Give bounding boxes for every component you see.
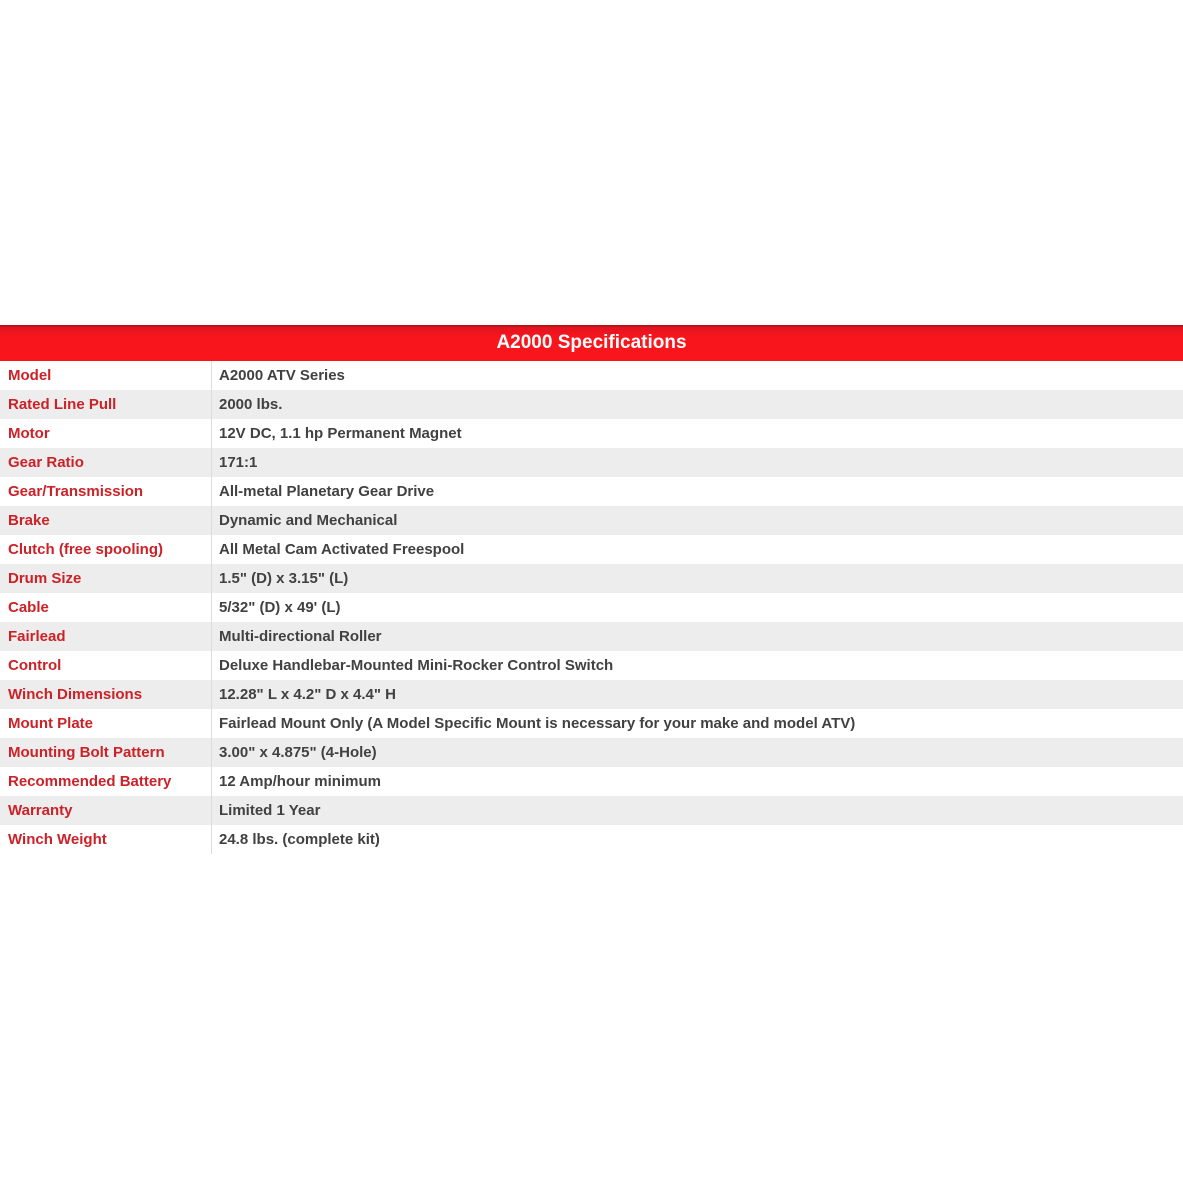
table-row xyxy=(0,593,1183,622)
spec-label: Warranty xyxy=(0,796,212,825)
spec-table-title: A2000 Specifications xyxy=(0,325,1183,361)
spec-value: Limited 1 Year xyxy=(219,802,321,819)
table-row xyxy=(0,506,1183,535)
table-row xyxy=(0,796,1183,825)
table-row xyxy=(0,738,1183,767)
spec-label: Gear/Transmission xyxy=(0,477,212,506)
spec-label: Fairlead xyxy=(0,622,212,651)
table-row xyxy=(0,564,1183,593)
specifications-table xyxy=(0,325,1183,854)
spec-value: 171:1 xyxy=(219,454,258,471)
table-row xyxy=(0,419,1183,448)
spec-table-body xyxy=(0,361,1183,854)
table-row xyxy=(0,709,1183,738)
table-row xyxy=(0,448,1183,477)
table-row xyxy=(0,477,1183,506)
table-row xyxy=(0,361,1183,390)
table-row xyxy=(0,651,1183,680)
spec-label: Rated Line Pull xyxy=(0,390,212,419)
table-row xyxy=(0,825,1183,854)
spec-value: 12 Amp/hour minimum xyxy=(219,773,381,790)
spec-label: Winch Weight xyxy=(0,825,212,854)
table-row xyxy=(0,390,1183,419)
spec-label: Motor xyxy=(0,419,212,448)
spec-label: Mount Plate xyxy=(0,709,212,738)
table-row xyxy=(0,622,1183,651)
spec-label: Model xyxy=(0,361,212,390)
spec-value: 2000 lbs. xyxy=(219,396,283,413)
spec-value: 1.5" (D) x 3.15" (L) xyxy=(219,570,349,587)
spec-label: Control xyxy=(0,651,212,680)
spec-value: A2000 ATV Series xyxy=(219,367,345,384)
spec-value: 12V DC, 1.1 hp Permanent Magnet xyxy=(219,425,462,442)
table-row xyxy=(0,767,1183,796)
table-row xyxy=(0,680,1183,709)
spec-label: Brake xyxy=(0,506,212,535)
spec-value: All Metal Cam Activated Freespool xyxy=(219,541,465,558)
spec-value: 12.28" L x 4.2" D x 4.4" H xyxy=(219,686,396,703)
spec-label: Gear Ratio xyxy=(0,448,212,477)
spec-value: All-metal Planetary Gear Drive xyxy=(219,483,435,500)
spec-value: Deluxe Handlebar-Mounted Mini-Rocker Control Switch xyxy=(219,657,614,674)
spec-label: Drum Size xyxy=(0,564,212,593)
spec-value: 24.8 lbs. (complete kit) xyxy=(219,831,380,848)
spec-label: Recommended Battery xyxy=(0,767,212,796)
spec-value: Dynamic and Mechanical xyxy=(219,512,398,529)
spec-value: 5/32" (D) x 49' (L) xyxy=(219,599,341,616)
spec-value: Fairlead Mount Only (A Model Specific Mount is necessary for your make and model ATV) xyxy=(219,715,856,732)
spec-value: Multi-directional Roller xyxy=(219,628,382,645)
spec-value: 3.00" x 4.875" (4-Hole) xyxy=(219,744,377,761)
spec-label: Mounting Bolt Pattern xyxy=(0,738,212,767)
spec-label: Clutch (free spooling) xyxy=(0,535,212,564)
spec-label: Cable xyxy=(0,593,212,622)
table-row xyxy=(0,535,1183,564)
spec-label: Winch Dimensions xyxy=(0,680,212,709)
